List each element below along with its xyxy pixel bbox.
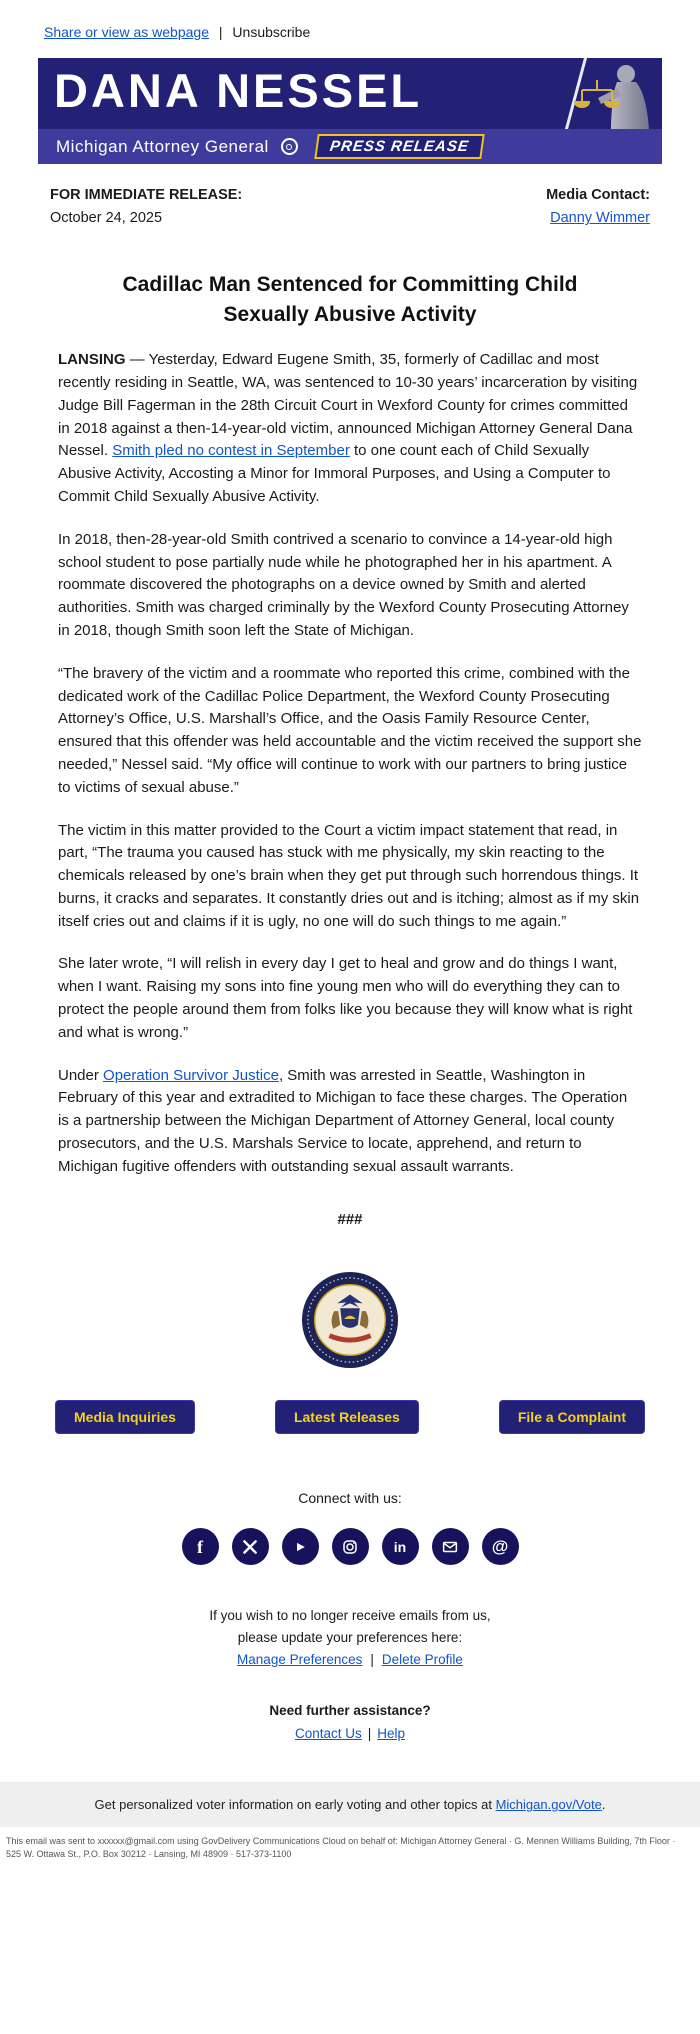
instagram-icon[interactable] [332,1528,369,1565]
media-contact-link[interactable]: Danny Wimmer [550,210,650,227]
social-icons [0,1528,700,1565]
youtube-icon[interactable] [282,1528,319,1565]
media-contact-label: Media Contact: [546,187,650,203]
threads-icon[interactable] [482,1528,519,1565]
paragraph-text: to one count each of Child Sexually Abusive Activity, Accosting a Minor for Immoral Purposes, and Using a Computer to Commit Child Sexually Abusive Activity. [58,442,611,505]
x-glyph [241,1538,259,1556]
article-title: Cadillac Man Sentenced for Committing Child Sexually Abusive Activity [122,273,578,326]
paragraph-2: In 2018, then-28-year-old Smith contrived a scenario to convince a 14-year-old high school student to pose partially nude while he photographed her in his apartment. A roommate discovered the photographs on a device owned by Smith and alerted authorities. Smith was charged criminally by the Wexford County Prosecuting Attorney in 2018, though Smith soon left the State of Michigan. [58,530,629,639]
preferences-links [0,1649,700,1671]
preferences-separator: | [370,1651,374,1667]
release-date: October 24, 2025 [50,210,163,227]
facebook-icon[interactable] [182,1528,219,1565]
paragraph-text: — Yesterday, Edward Eugene Smith, 35, formerly of Cadillac and most recently residing in Seattle, WA, was sentenced to 10-30 years’ incarceration by visiting Judge Bill Fagerman in the 28th Circuit Court in Wexford County for crimes committed in 2018 against a then-14-year-old victim, announced Michigan Attorney General Dana Nessel. [58,351,638,460]
paragraph-5: She later wrote, “I will relish in every day I get to heal and grow and do things I want, when I want. Raising my sons into fine young men who will do everything they can to protect the people around them from folks like you because they will know what is right and what is wrong.” [58,955,633,1041]
press-release-badge: PRESS RELEASE [314,134,484,159]
action-buttons [55,1400,645,1434]
help-link[interactable]: Help [377,1726,406,1742]
assistance-separator: | [367,1726,372,1742]
release-right [546,184,650,230]
preferences-line2: please update your preferences here: [237,1630,463,1646]
x-icon[interactable] [232,1528,269,1565]
michigan-gov-vote-link[interactable]: Michigan.gov/Vote [495,1797,602,1813]
youtube-glyph [291,1538,309,1556]
preferences-block [0,1605,700,1670]
assistance-links [0,1723,700,1746]
connect-label: Connect with us: [298,1490,402,1507]
for-immediate-release-label: FOR IMMEDIATE RELEASE: [50,187,243,203]
banner-name: DANA NESSEL [54,64,423,117]
linkedin-glyph: in [393,1538,407,1555]
paragraph-text: Under [58,1066,104,1084]
topbar [0,0,700,56]
latest-releases-button[interactable]: Latest Releases [275,1400,419,1434]
voter-info-suffix: . [601,1797,606,1813]
voter-info-text: Get personalized voter information on early voting and other topics at [94,1797,496,1813]
operation-survivor-justice-link[interactable]: Operation Survivor Justice [103,1066,279,1084]
release-left [50,184,242,230]
paragraph-3: “The bravery of the victim and a roommate who reported this crime, combined with the dedicated work of the Cadillac Police Department, the Wexford County Prosecuting Attorney’s Office, U.S. Marshall’s Office, and the Oasis Family Resource Center, ensured that this offender was held accountable and the victim received the support she needed,” Nessel said. “My office will continue to work with our partners to bring justice to victims of sexual abuse.” [58,664,642,796]
contact-us-link[interactable]: Contact Us [294,1726,362,1742]
paragraph-6 [58,1065,642,1179]
pled-no-contest-link[interactable]: Smith pled no contest in September [112,442,350,460]
voter-info-bar [0,1782,700,1827]
delete-profile-link[interactable]: Delete Profile [381,1651,463,1667]
paragraph-text: , Smith was arrested in Seattle, Washington in February of this year and extradited to Michigan to face these charges. The Operation is a partnership between the Michigan Department of Attorney General, local county prosecutors, and the U.S. Marshals Service to locate, apprehend, and return to Michigan fugitive offenders with outstanding sexual assault warrants. [58,1066,628,1175]
preferences-line1: If you wish to no longer receive emails from us, [209,1608,491,1624]
file-complaint-button[interactable]: File a Complaint [499,1400,645,1434]
banner-subtitle-band [38,129,662,164]
email-glyph [441,1538,459,1556]
facebook-glyph: f [197,1536,203,1557]
media-inquiries-button[interactable]: Media Inquiries [55,1400,195,1434]
mini-seal-icon [281,138,298,155]
linkedin-icon[interactable] [382,1528,419,1565]
manage-preferences-link[interactable]: Manage Preferences [237,1651,363,1667]
article-body [58,349,642,1231]
release-info [50,184,650,230]
threads-glyph: @ [491,1537,509,1557]
michigan-seal [301,1271,399,1369]
footer-disclaimer: This email was sent to xxxxxx@gmail.com using GovDelivery Communications Cloud on behalf of: Michigan Attorney General · G. Mennen Williams Building, 7th Floor · 525 W. Ottawa St., P.O. Box 30212 · Lansing, MI 48909 · 517-373-1100 [6,1836,676,1859]
instagram-glyph [341,1538,359,1556]
unsubscribe-link[interactable]: Unsubscribe [232,24,311,40]
banner-subtitle: Michigan Attorney General [56,136,269,156]
assistance-block [0,1700,700,1746]
assistance-title: Need further assistance? [269,1703,431,1719]
share-webpage-link[interactable]: Share or view as webpage [44,24,209,40]
paragraph-1 [58,349,642,509]
paragraph-4: The victim in this matter provided to the Court a victim impact statement that read, in part, “The trauma you caused has stuck with me physically, my skin reacting to the chemicals released by one’s brain when they get put through such horrendous things. It burns, it cracks and separates. It constantly dries out and is itching; almost as if my skin itself cries out and claims if it is ugly, no one will do such things to me again.” [58,821,640,930]
end-mark: ### [337,1210,363,1228]
email-icon[interactable] [432,1528,469,1565]
seal-container [0,1271,700,1374]
header-banner [38,58,662,164]
topbar-separator: | [218,24,223,40]
dateline: LANSING [58,351,126,369]
